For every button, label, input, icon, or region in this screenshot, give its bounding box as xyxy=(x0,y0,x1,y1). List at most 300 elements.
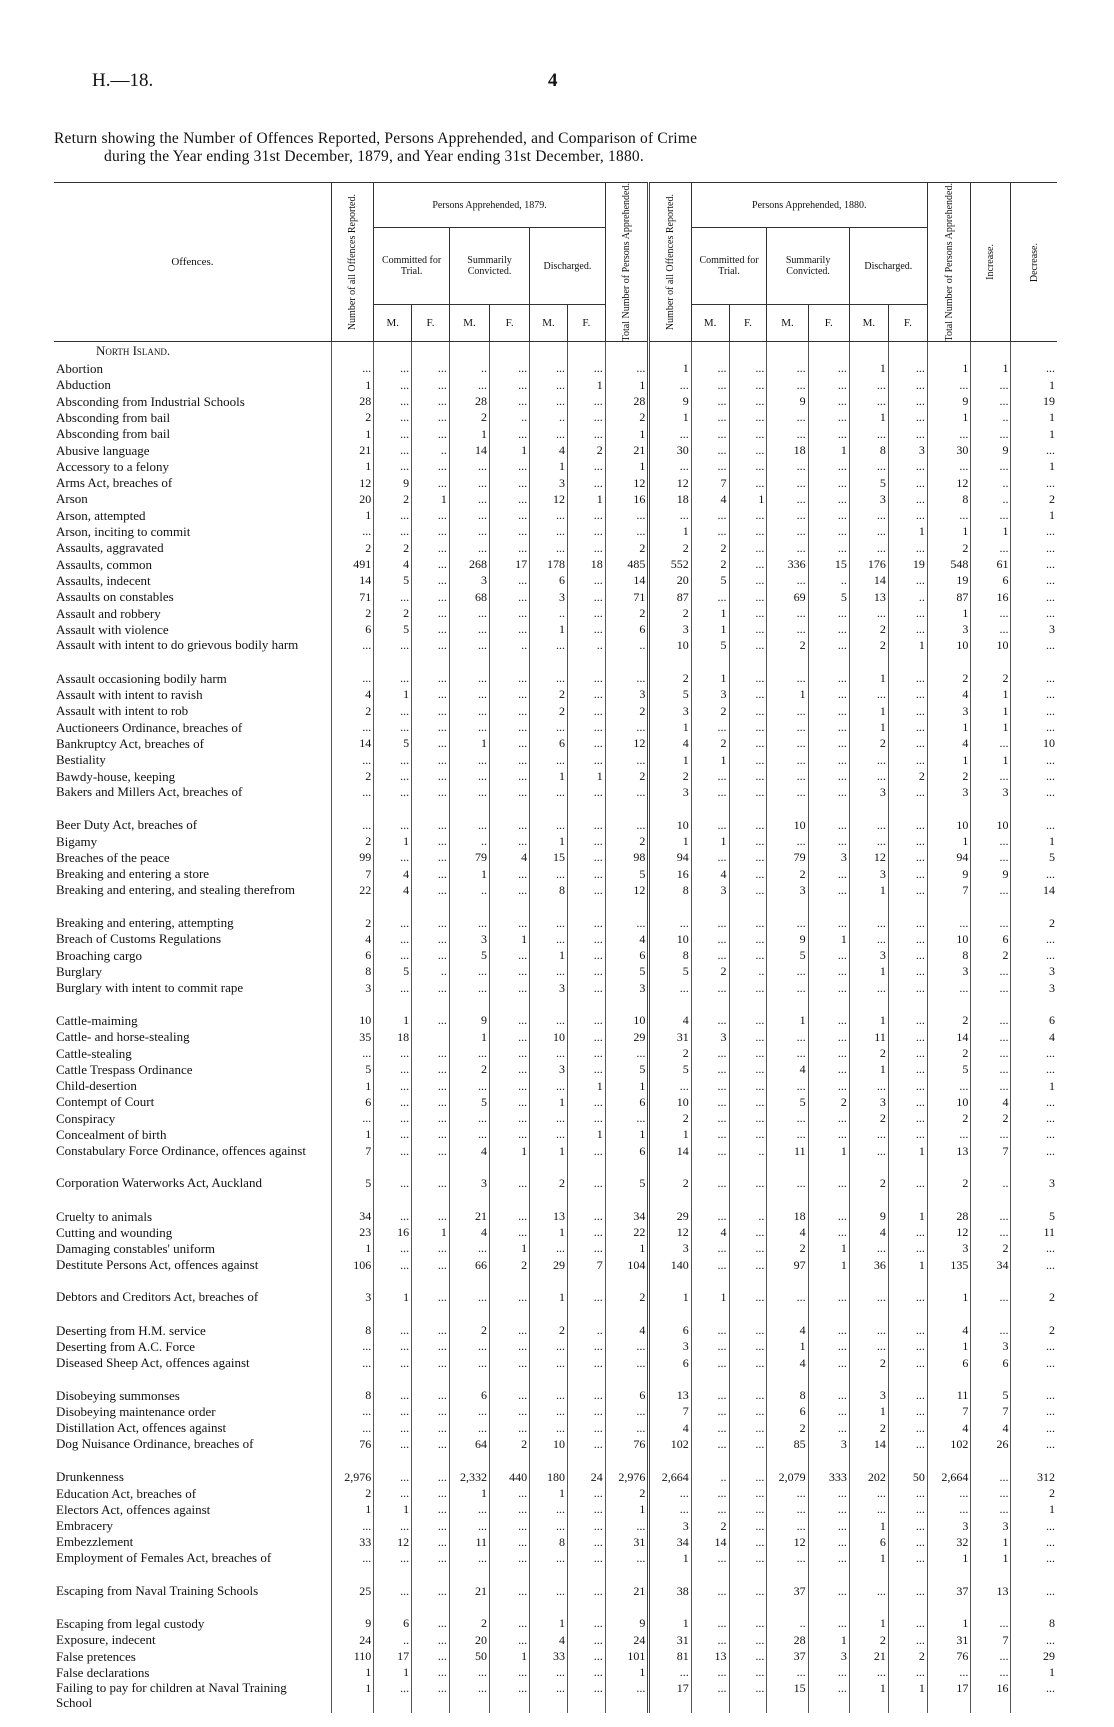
table-row xyxy=(54,1534,1057,1550)
offence-name: Failing to pay for children at Naval Training School xyxy=(56,1680,287,1711)
table-cell: 1 xyxy=(331,1664,373,1680)
table-cell: 1 xyxy=(691,752,729,768)
table-cell: 16 xyxy=(374,1224,412,1240)
table-cell: ... xyxy=(490,719,530,735)
table-cell: 1 xyxy=(331,458,373,474)
table-cell: ... xyxy=(888,1061,927,1077)
table-cell: ... xyxy=(971,1078,1011,1094)
table-cell: ... xyxy=(849,426,888,442)
table-cell: ... xyxy=(530,360,568,376)
table-cell: ... xyxy=(808,703,849,719)
table-cell: ... xyxy=(490,1029,530,1045)
table-cell: ... xyxy=(729,1289,767,1322)
table-cell: 1 xyxy=(567,1078,605,1094)
table-cell: ... xyxy=(412,621,450,637)
table-cell xyxy=(412,1029,450,1045)
table-cell: ... xyxy=(1011,1240,1057,1256)
table-cell: ... xyxy=(729,1322,767,1338)
table-cell: ... xyxy=(729,947,767,963)
table-cell: ... xyxy=(691,849,729,865)
table-cell: 2 xyxy=(649,1110,691,1126)
table-cell: 10 xyxy=(649,931,691,947)
table-cell: ... xyxy=(1011,752,1057,768)
table-cell: ... xyxy=(767,719,808,735)
table-cell: ... xyxy=(1011,670,1057,686)
table-cell: 1 xyxy=(927,605,971,621)
offence-name: Cutting and wounding xyxy=(56,1224,173,1240)
table-cell: 1 xyxy=(374,1664,412,1680)
table-cell: ... xyxy=(374,1583,412,1616)
table-cell: 1 xyxy=(808,1143,849,1176)
table-cell: ... xyxy=(605,1403,649,1419)
table-cell: ... xyxy=(530,1355,568,1388)
offence-name: Embezzlement xyxy=(56,1534,134,1550)
offence-name: Deserting from A.C. Force xyxy=(56,1338,196,1354)
table-cell: 9 xyxy=(971,866,1011,882)
table-cell: ... xyxy=(605,1338,649,1354)
table-cell: 29 xyxy=(649,1208,691,1224)
table-cell: 6 xyxy=(649,1322,691,1338)
table-cell: ... xyxy=(374,1436,412,1469)
table-cell: ... xyxy=(767,703,808,719)
table-cell: ... xyxy=(691,1338,729,1354)
table-cell: ... xyxy=(490,491,530,507)
table-cell: ... xyxy=(374,1045,412,1061)
table-cell: 2 xyxy=(927,1110,971,1126)
table-cell: 22 xyxy=(331,882,373,915)
table-cell: 1 xyxy=(490,1648,530,1664)
table-cell: ... xyxy=(691,1664,729,1680)
table-cell: ... xyxy=(888,572,927,588)
table-cell: ... xyxy=(449,1240,489,1256)
table-cell: ... xyxy=(729,475,767,491)
discharged-1880-header: Discharged. xyxy=(849,228,927,304)
table-cell: ... xyxy=(449,1110,489,1126)
table-cell: ... xyxy=(808,784,849,817)
offence-name: False declarations xyxy=(56,1664,150,1680)
table-cell: 12 xyxy=(649,475,691,491)
table-cell: ... xyxy=(490,670,530,686)
table-cell: 2 xyxy=(971,1110,1011,1126)
table-cell: ... xyxy=(1011,1110,1057,1126)
table-cell: ... xyxy=(412,1175,450,1208)
table-cell: ... xyxy=(331,1338,373,1354)
table-cell: ... xyxy=(412,556,450,572)
table-cell: ... xyxy=(729,523,767,539)
table-cell: 18 xyxy=(767,442,808,458)
offence-name: Assaults, common xyxy=(56,556,153,572)
table-cell: ... xyxy=(490,752,530,768)
table-cell: ... xyxy=(888,1110,927,1126)
table-cell: ... xyxy=(729,540,767,556)
table-cell: 4 xyxy=(927,686,971,702)
table-cell: 1 xyxy=(374,1501,412,1517)
offence-name: Bawdy-house, keeping xyxy=(56,768,176,784)
table-cell: ... xyxy=(412,426,450,442)
table-row xyxy=(54,1078,1057,1094)
table-cell: ... xyxy=(691,1240,729,1256)
table-row xyxy=(54,475,1057,491)
table-cell: ... xyxy=(729,703,767,719)
table-cell: 29 xyxy=(530,1257,568,1290)
table-cell: 19 xyxy=(1011,393,1057,409)
table-cell: 1 xyxy=(808,1257,849,1290)
table-cell: ... xyxy=(412,1143,450,1176)
table-cell: ... xyxy=(971,1289,1011,1322)
table-cell: ... xyxy=(808,1534,849,1550)
table-cell: ... xyxy=(1011,1257,1057,1290)
table-row xyxy=(54,1338,1057,1354)
table-cell: 85 xyxy=(767,1436,808,1469)
table-cell: 9 xyxy=(927,393,971,409)
table-cell: 1 xyxy=(412,491,450,507)
table-cell: ... xyxy=(849,931,888,947)
offence-name: Child-desertion xyxy=(56,1078,137,1094)
table-cell: 38 xyxy=(649,1583,691,1616)
table-cell: .. xyxy=(530,605,568,621)
table-cell: 5 xyxy=(374,572,412,588)
table-cell: 3 xyxy=(649,784,691,817)
table-cell: 2 xyxy=(849,621,888,637)
table-cell: ... xyxy=(412,637,450,670)
table-cell: 2 xyxy=(849,1420,888,1436)
table-cell: ... xyxy=(567,1338,605,1354)
table-cell: ... xyxy=(808,817,849,833)
table-cell: ... xyxy=(530,1045,568,1061)
table-cell: ... xyxy=(888,540,927,556)
table-cell: ... xyxy=(767,1485,808,1501)
table-cell: ... xyxy=(605,670,649,686)
table-cell: 2 xyxy=(971,1240,1011,1256)
table-cell: .. xyxy=(971,409,1011,425)
table-cell: 135 xyxy=(927,1257,971,1290)
table-cell: 2 xyxy=(374,491,412,507)
table-cell: 1 xyxy=(412,1224,450,1240)
table-cell: ... xyxy=(691,523,729,539)
table-cell: 4 xyxy=(449,1224,489,1240)
table-cell: 9 xyxy=(767,931,808,947)
table-cell: 21 xyxy=(449,1583,489,1616)
table-cell: ... xyxy=(449,915,489,931)
increase-header: Increase. xyxy=(971,183,1011,342)
table-cell: ... xyxy=(971,1126,1011,1142)
table-cell: ... xyxy=(449,719,489,735)
table-cell: ... xyxy=(808,1012,849,1028)
table-cell: ... xyxy=(449,1664,489,1680)
table-cell: ... xyxy=(888,866,927,882)
table-cell: ... xyxy=(888,605,927,621)
offence-name: Breach of Customs Regulations xyxy=(56,931,222,947)
table-cell: 2 xyxy=(849,735,888,751)
table-cell: 3 xyxy=(331,980,373,1013)
table-cell: ... xyxy=(808,491,849,507)
table-cell: ... xyxy=(808,1289,849,1322)
table-cell: ... xyxy=(449,458,489,474)
table-cell: 2 xyxy=(1011,1322,1057,1338)
table-cell: 1 xyxy=(530,1485,568,1501)
table-cell: ... xyxy=(1011,572,1057,588)
table-cell: 1 xyxy=(849,963,888,979)
table-cell: ... xyxy=(490,1485,530,1501)
table-cell: 6 xyxy=(605,1094,649,1110)
table-cell: ... xyxy=(767,491,808,507)
table-cell: 1 xyxy=(649,409,691,425)
table-cell: ... xyxy=(605,719,649,735)
table-cell: 30 xyxy=(927,442,971,458)
table-row xyxy=(54,1518,1057,1534)
table-cell: 10 xyxy=(530,1436,568,1469)
table-cell: ... xyxy=(412,1583,450,1616)
table-cell: ... xyxy=(567,1501,605,1517)
offence-name: Arson, attempted xyxy=(56,507,146,523)
table-cell: 2 xyxy=(605,833,649,849)
table-cell: ... xyxy=(808,915,849,931)
table-cell: 76 xyxy=(605,1436,649,1469)
table-cell: ... xyxy=(412,849,450,865)
table-cell: ... xyxy=(605,1110,649,1126)
table-cell: 12 xyxy=(927,1224,971,1240)
table-cell: 8 xyxy=(1011,1615,1057,1631)
table-cell: ... xyxy=(888,1240,927,1256)
table-cell: 1 xyxy=(530,621,568,637)
table-cell: ... xyxy=(449,540,489,556)
table-cell: 2 xyxy=(767,866,808,882)
table-cell: ... xyxy=(567,980,605,1013)
table-cell: ... xyxy=(331,523,373,539)
table-cell: ... xyxy=(808,621,849,637)
table-cell: ... xyxy=(567,360,605,376)
table-cell: ... xyxy=(412,1012,450,1028)
table-row xyxy=(54,686,1057,702)
table-row xyxy=(54,1550,1057,1583)
table-cell: ... xyxy=(808,963,849,979)
table-cell: 69 xyxy=(767,589,808,605)
table-cell: ... xyxy=(374,1420,412,1436)
table-cell: ... xyxy=(808,670,849,686)
table-row xyxy=(54,866,1057,882)
table-cell: ... xyxy=(767,735,808,751)
offence-name: Debtors and Creditors Act, breaches of xyxy=(56,1289,259,1305)
table-cell: ... xyxy=(374,817,412,833)
table-cell: ... xyxy=(567,833,605,849)
table-cell: 2 xyxy=(530,686,568,702)
table-cell: 1 xyxy=(971,752,1011,768)
table-cell: 4 xyxy=(374,882,412,915)
table-cell: 10 xyxy=(767,817,808,833)
table-cell: 1 xyxy=(888,523,927,539)
table-cell: ... xyxy=(691,1632,729,1648)
table-cell: 7 xyxy=(331,866,373,882)
table-row xyxy=(54,752,1057,768)
table-cell: 5 xyxy=(331,1175,373,1208)
table-cell: 2,332 xyxy=(449,1469,489,1485)
table-cell: 1 xyxy=(649,833,691,849)
table-cell: 24 xyxy=(567,1469,605,1485)
table-cell: ... xyxy=(888,1094,927,1110)
table-cell: ... xyxy=(374,947,412,963)
table-cell: ... xyxy=(1011,784,1057,817)
table-cell: ... xyxy=(449,637,489,670)
table-cell: .. xyxy=(412,963,450,979)
table-cell: ... xyxy=(567,1143,605,1176)
table-cell: ... xyxy=(605,915,649,931)
table-cell: ... xyxy=(729,915,767,931)
table-cell: 17 xyxy=(927,1680,971,1713)
table-cell: 6 xyxy=(331,947,373,963)
table-cell: ... xyxy=(530,670,568,686)
table-cell: ... xyxy=(767,572,808,588)
col-m: M. xyxy=(449,304,489,342)
table-cell: .. xyxy=(374,1632,412,1648)
table-cell: 110 xyxy=(331,1648,373,1664)
table-cell: ... xyxy=(767,670,808,686)
table-cell: ... xyxy=(649,426,691,442)
table-cell: 5 xyxy=(691,572,729,588)
table-cell: 1 xyxy=(649,1126,691,1142)
table-cell: 29 xyxy=(1011,1648,1057,1664)
table-cell: ... xyxy=(729,1583,767,1616)
table-cell: 50 xyxy=(449,1648,489,1664)
table-cell: 8 xyxy=(767,1387,808,1403)
table-cell: ... xyxy=(888,1175,927,1208)
table-cell: ... xyxy=(808,1664,849,1680)
offence-name: Diseased Sheep Act, offences against xyxy=(56,1354,250,1370)
page-title xyxy=(54,130,1058,166)
offence-name: Escaping from Naval Training Schools xyxy=(56,1582,259,1598)
table-cell: 6 xyxy=(530,735,568,751)
table-cell: ... xyxy=(729,980,767,1013)
table-cell: 7 xyxy=(927,882,971,915)
table-row xyxy=(54,882,1057,915)
col-m: M. xyxy=(691,304,729,342)
table-cell: 1 xyxy=(649,1289,691,1322)
table-cell: ... xyxy=(729,1534,767,1550)
table-cell: ... xyxy=(888,849,927,865)
table-cell: 2 xyxy=(331,833,373,849)
table-cell: 1 xyxy=(331,377,373,393)
table-cell: ... xyxy=(412,589,450,605)
table-cell: 1 xyxy=(530,458,568,474)
table-cell: 3 xyxy=(649,1338,691,1354)
table-cell: 10 xyxy=(649,637,691,670)
table-cell: ... xyxy=(331,1518,373,1534)
offence-name: Assaults, indecent xyxy=(56,572,151,588)
table-cell: 5 xyxy=(374,621,412,637)
table-cell: ... xyxy=(808,426,849,442)
table-cell: 1 xyxy=(971,523,1011,539)
table-cell: 24 xyxy=(605,1632,649,1648)
table-cell: ... xyxy=(888,784,927,817)
table-cell: ... xyxy=(567,1485,605,1501)
table-cell: ... xyxy=(490,1289,530,1322)
table-cell: ... xyxy=(849,1485,888,1501)
table-cell: ... xyxy=(1011,703,1057,719)
table-cell: ... xyxy=(849,1322,888,1338)
table-cell: 8 xyxy=(649,882,691,915)
table-cell: ... xyxy=(567,1518,605,1534)
table-cell: ... xyxy=(490,963,530,979)
table-cell: 71 xyxy=(331,589,373,605)
table-cell: ... xyxy=(374,1469,412,1485)
table-cell: 2 xyxy=(649,1045,691,1061)
table-cell: ... xyxy=(1011,768,1057,784)
table-cell: ... xyxy=(691,1420,729,1436)
table-row xyxy=(54,1224,1057,1240)
table-cell: ... xyxy=(449,475,489,491)
table-cell: 3 xyxy=(649,621,691,637)
table-cell: 3 xyxy=(849,947,888,963)
table-cell: ... xyxy=(849,1583,888,1616)
table-cell: 8 xyxy=(927,491,971,507)
table-cell: ... xyxy=(1011,605,1057,621)
table-cell: ... xyxy=(691,931,729,947)
table-cell: ... xyxy=(412,409,450,425)
table-row xyxy=(54,637,1057,670)
table-cell: ... xyxy=(808,1403,849,1419)
table-cell: 4 xyxy=(927,1322,971,1338)
table-cell: ... xyxy=(729,637,767,670)
table-cell: ... xyxy=(1011,1534,1057,1550)
table-cell: ... xyxy=(729,686,767,702)
table-cell: 66 xyxy=(449,1257,489,1290)
table-cell: ... xyxy=(767,605,808,621)
table-cell: ... xyxy=(490,360,530,376)
table-cell: ... xyxy=(374,1550,412,1583)
table-cell: 2 xyxy=(605,540,649,556)
table-cell: 11 xyxy=(849,1029,888,1045)
table-cell: ... xyxy=(530,1110,568,1126)
table-cell: ... xyxy=(849,377,888,393)
table-cell: 1 xyxy=(331,1126,373,1142)
table-cell: 6 xyxy=(331,1094,373,1110)
table-cell: ... xyxy=(530,637,568,670)
table-row xyxy=(54,1257,1057,1290)
table-cell: 333 xyxy=(808,1469,849,1485)
table-cell: 4 xyxy=(331,686,373,702)
table-cell: ... xyxy=(1011,686,1057,702)
offence-name: Employment of Females Act, breaches of xyxy=(56,1550,272,1566)
table-cell: ... xyxy=(849,540,888,556)
table-cell: 4 xyxy=(971,1094,1011,1110)
table-cell: 5 xyxy=(449,1094,489,1110)
offence-name: Arson xyxy=(56,491,88,507)
table-row xyxy=(54,1175,1057,1208)
table-cell: 2 xyxy=(649,1175,691,1208)
table-cell: ... xyxy=(729,377,767,393)
table-cell: 9 xyxy=(449,1012,489,1028)
table-cell: ... xyxy=(971,377,1011,393)
offence-name: Cattle-maiming xyxy=(56,1012,138,1028)
table-cell: ... xyxy=(490,1501,530,1517)
table-cell: ... xyxy=(767,1029,808,1045)
table-row xyxy=(54,458,1057,474)
table-cell: 2 xyxy=(767,1420,808,1436)
table-cell: 3 xyxy=(1011,963,1057,979)
table-cell: ... xyxy=(927,377,971,393)
table-cell: 14 xyxy=(449,442,489,458)
table-cell: 7 xyxy=(927,1403,971,1419)
table-cell: ... xyxy=(767,621,808,637)
table-cell: ... xyxy=(927,426,971,442)
table-cell: ... xyxy=(567,540,605,556)
table-cell: ... xyxy=(412,670,450,686)
table-cell: ... xyxy=(808,1175,849,1208)
table-cell: 28 xyxy=(331,393,373,409)
table-cell: ... xyxy=(767,1664,808,1680)
table-cell: 1 xyxy=(927,360,971,376)
table-cell: 2 xyxy=(331,1485,373,1501)
table-cell: ... xyxy=(567,1648,605,1664)
